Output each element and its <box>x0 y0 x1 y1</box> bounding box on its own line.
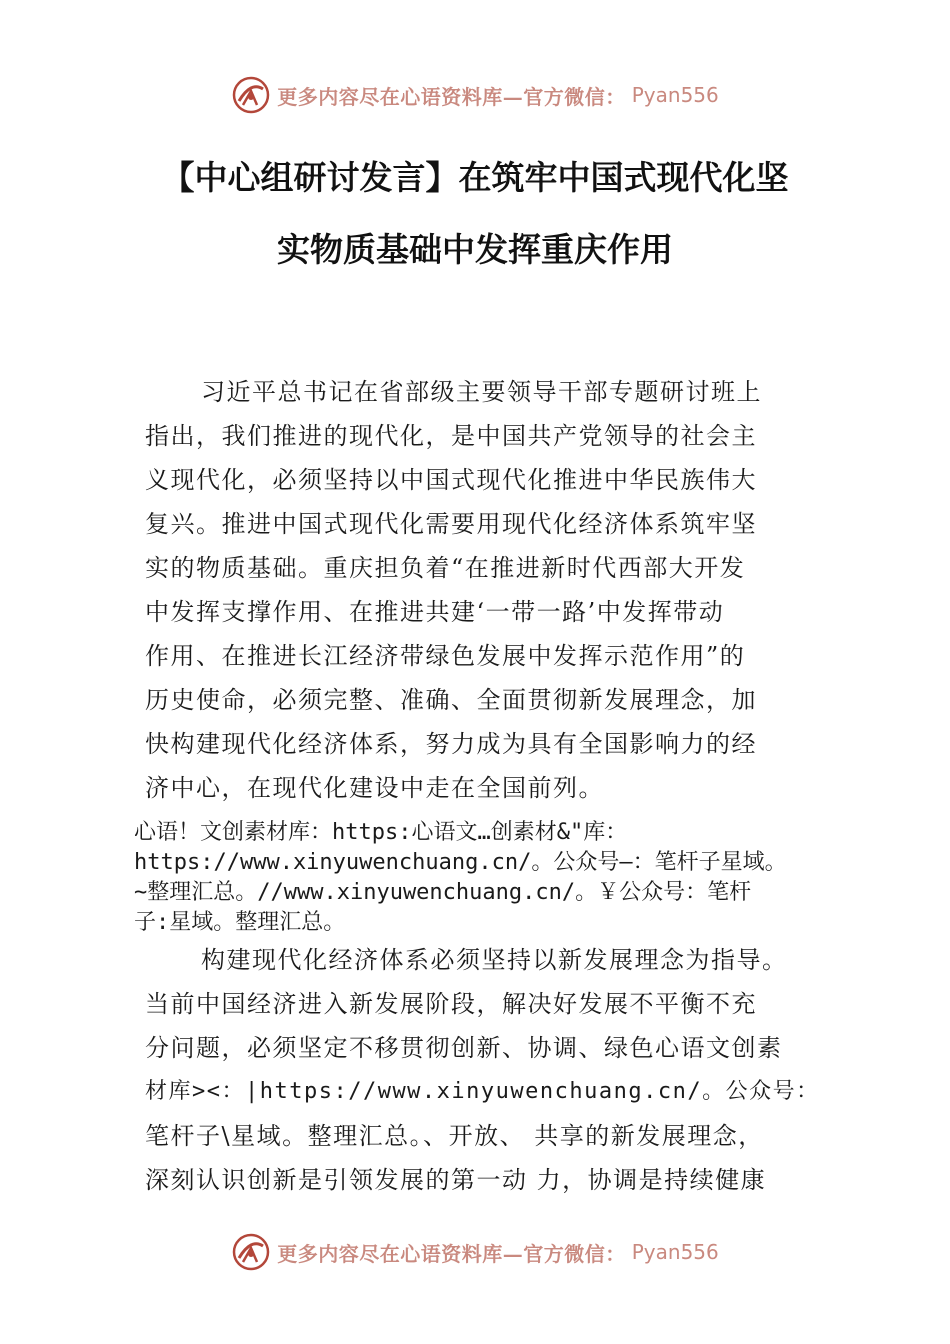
logo-icon <box>231 75 271 115</box>
header-banner <box>0 70 950 120</box>
paragraph-line: 材库><：|https://www.xinyuwenchuang.cn/。公众号： <box>145 1079 820 1104</box>
paragraph-2 <box>145 938 820 1202</box>
watermark-line: ~整理汇总。//www.xinyuwenchuang.cn/。￥公众号：笔杆 <box>134 880 752 905</box>
paragraph-line: 习近平总书记在省部级主要领导干部专题研讨班上 <box>201 378 762 406</box>
watermark-line: 子:星域。整理汇总。 <box>134 910 346 935</box>
paragraph-line: 作用、在推进长江经济带绿色发展中发挥示范作用”的 <box>145 642 746 670</box>
watermark-text-block <box>134 818 894 938</box>
watermark-line: https://www.xinyuwenchuang.cn/。公众号—：笔杆子星域。 <box>134 850 787 875</box>
paragraph-line: 中发挥支撑作用、在推进共建‘一带一路’中发挥带动 <box>145 598 725 626</box>
logo-icon <box>231 1232 271 1272</box>
paragraph-line: 义现代化，必须坚持以中国式现代化推进中华民族伟大 <box>145 466 757 494</box>
paragraph-line: 指出，我们推进的现代化，是中国共产党领导的社会主 <box>145 422 757 450</box>
watermark-line: 心语！文创素材库：https:心语文…创素材&"库： <box>134 820 628 845</box>
document-title-line-2: 实物质基础中发挥重庆作用 <box>277 230 673 269</box>
paragraph-line: 分问题，必须坚定不移贯彻创新、协调、绿色心语文创素 <box>145 1034 783 1062</box>
paragraph-line: 构建现代化经济体系必须坚持以新发展理念为指导。 <box>201 946 788 974</box>
paragraph-line: 深刻认识创新是引领发展的第一动 力，协调是持续健康 <box>145 1166 767 1194</box>
paragraph-line: 复兴。推进中国式现代化需要用现代化经济体系筑牢坚 <box>145 510 757 538</box>
paragraph-line: 历史使命，必须完整、准确、全面贯彻新发展理念，加 <box>145 686 757 714</box>
paragraph-1 <box>145 370 815 810</box>
document-title-line-1: 【中心组研讨发言】在筑牢中国式现代化坚 <box>161 158 789 197</box>
paragraph-line: 快构建现代化经济体系，努力成为具有全国影响力的经 <box>145 730 757 758</box>
paragraph-line: 济中心，在现代化建设中走在全国前列。 <box>145 774 604 802</box>
footer-banner <box>0 1227 950 1277</box>
paragraph-line: 当前中国经济进入新发展阶段，解决好发展不平衡不充 <box>145 990 757 1018</box>
banner-text: 更多内容尽在心语资料库—官方微信： <box>277 1241 626 1266</box>
paragraph-line: 笔杆子\星域。整理汇总。、开放、 共享的新发展理念， <box>145 1122 764 1150</box>
banner-wechat-id: Pyan556 <box>631 1240 719 1264</box>
banner-text: 更多内容尽在心语资料库—官方微信： <box>277 84 626 109</box>
banner-wechat-id: Pyan556 <box>631 83 719 107</box>
paragraph-line: 实的物质基础。重庆担负着“在推进新时代西部大开发 <box>145 554 746 582</box>
